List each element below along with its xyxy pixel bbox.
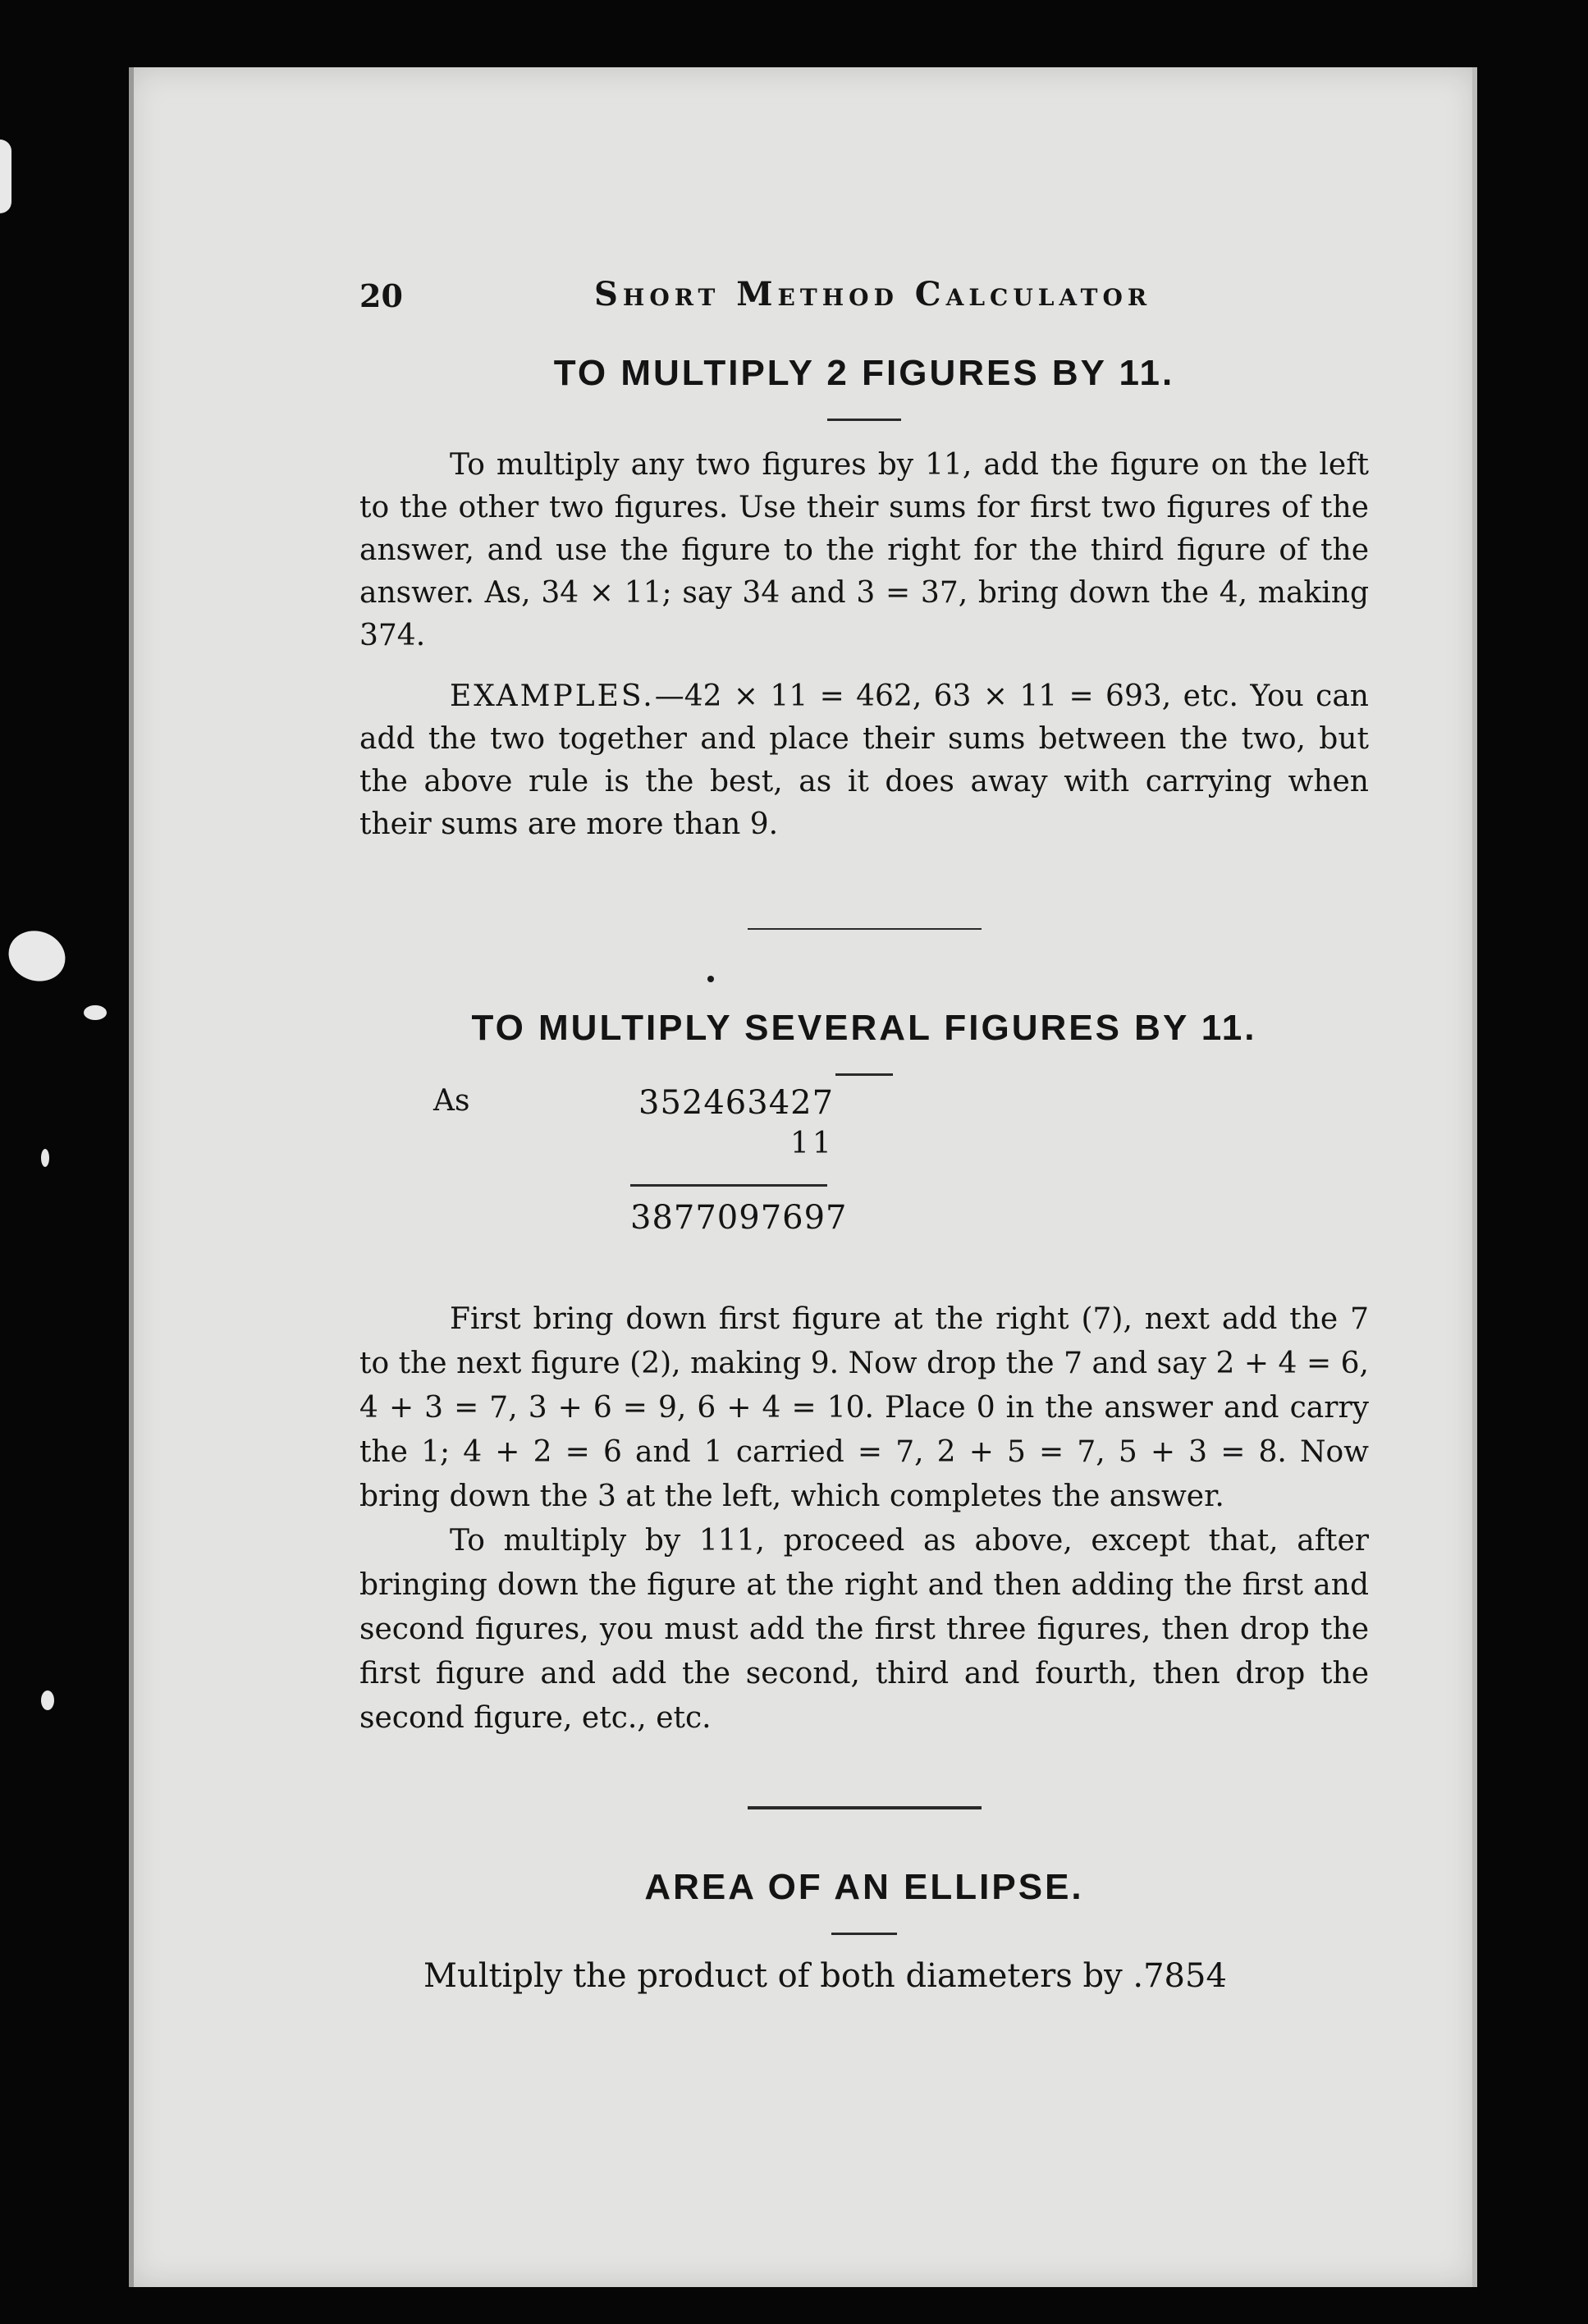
page-number: 20 (359, 277, 403, 314)
page-edge (1472, 67, 1477, 2287)
calculation-rule (630, 1184, 827, 1187)
heading-rule (835, 1073, 893, 1076)
section-paragraph: Multiply the product of both diameters by .7854 (423, 1957, 1227, 1995)
page-content (359, 271, 1369, 1997)
section-paragraph: To multiply by 111, proceed as above, except that, after bringing down the figure at the right and then adding the first and second figures, you must add the first three figures, then drop the first figure and add the second, third and fourth, then drop the second figure, etc., etc. (359, 1524, 1369, 1735)
section-heading: TO MULTIPLY 2 FIGURES BY 11. (553, 353, 1175, 393)
ornament-dot (707, 976, 714, 982)
examples-label: EXAMPLES. (450, 679, 655, 713)
multiplicand: 352463427 (638, 1084, 835, 1122)
running-head (359, 271, 1369, 320)
calculation-label: As (433, 1084, 470, 1118)
film-speck (84, 1005, 107, 1020)
film-speck (41, 1690, 54, 1710)
section-paragraph: First bring down first figure at the right (7), next add the 7 to the next figure (2), making 9. Now drop the 7 and say 2 + 4 = 6, 4 + 3 = 7, 3 + 6 = 9, 6 + 4 = 10. Place 0 in the answer and carry the 1; 4 + 2 = 6 and 1 carried = 7, 2 + 5 = 7, 5 + 3 = 8. Now bring down the 3 at the left, which completes the answer. (359, 1302, 1369, 1513)
examples-text: —42 × 11 = 462, 63 × 11 = 693, etc. You can add the two together and place their sums between the two, but the above rule is the best, as it does away with carrying when their sums are more than 9. (359, 679, 1369, 841)
section-heading: AREA OF AN ELLIPSE. (644, 1867, 1084, 1907)
examples-paragraph (359, 675, 1369, 846)
heading-rule (831, 1933, 897, 1935)
page-edge (129, 67, 134, 2287)
film-speck (0, 140, 11, 213)
section-divider (748, 1806, 982, 1809)
worked-calculation (359, 1084, 1369, 1273)
product-result: 3877097697 (630, 1199, 848, 1237)
running-title: Short Method Calculator (594, 275, 1152, 313)
section-heading: TO MULTIPLY SEVERAL FIGURES BY 11. (471, 1008, 1257, 1048)
multiplier: 11 (790, 1127, 835, 1160)
divider-dot-row (359, 930, 1369, 963)
section-paragraph: To multiply any two figures by 11, add the figure on the left to the other two figures. Use their sums for first two figures of the answer, and use the figure to the right for the third figure of the answer. As, 34 × 11; say 34 and 3 = 37, bring down the 4, making 374. (359, 448, 1369, 652)
heading-rule (827, 419, 901, 421)
film-speck (41, 1149, 49, 1167)
